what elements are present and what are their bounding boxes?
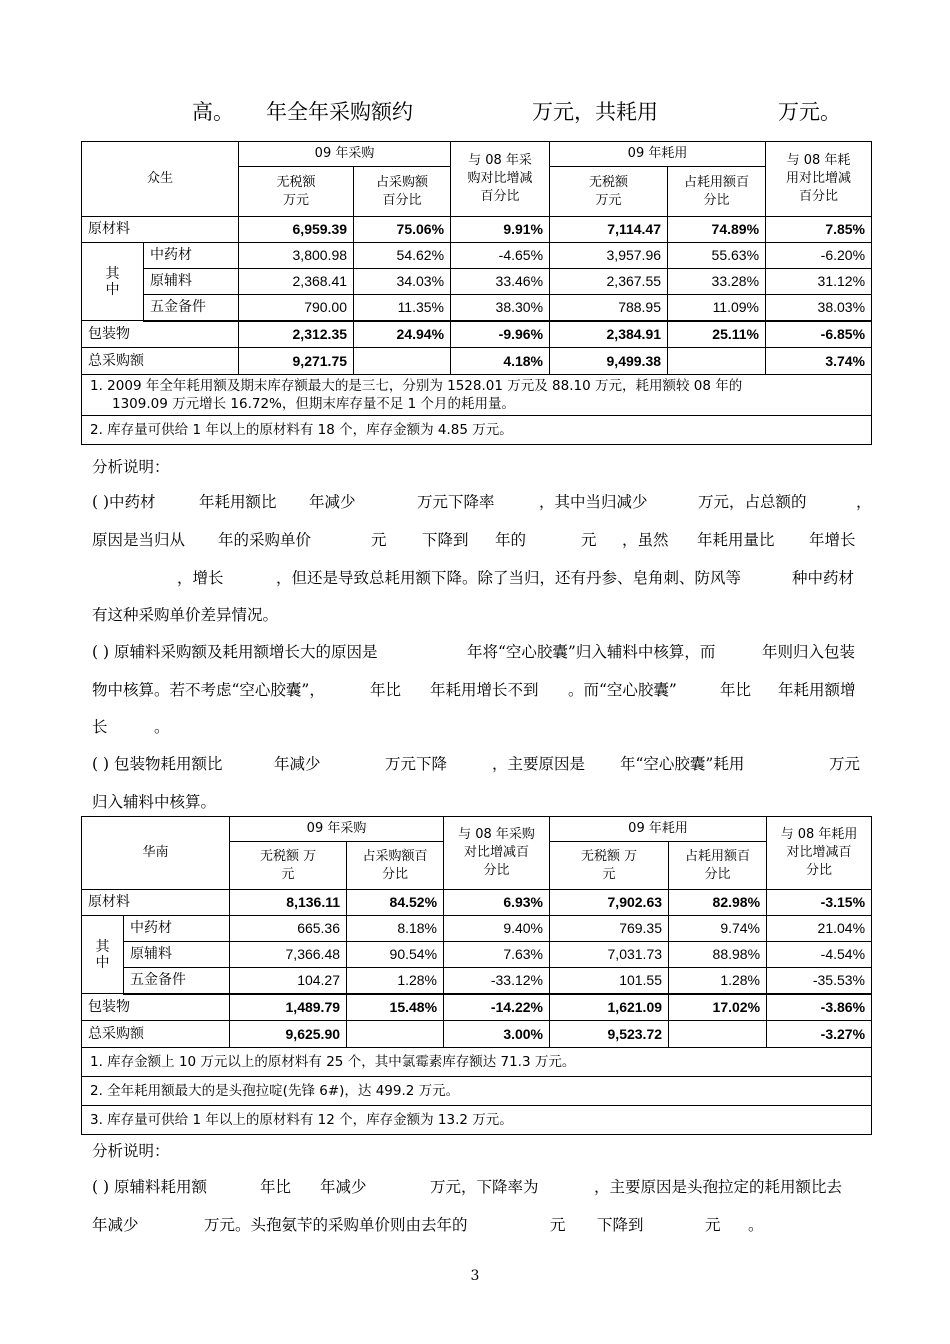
table-row: 其 中 中药材 3,800.98 54.62% -4.65% 3,957.96 55.63% -6.20% (82, 243, 872, 269)
subheader-usage-amount: 无税额 万元 (550, 167, 668, 217)
analysis-line: ( ) 原辅料耗用额 年比 年减少 万元，下降率为 ，主要原因是头孢拉定的耗用额比去 (92, 1178, 843, 1196)
headline-text: 年全年采购额约 (266, 100, 413, 124)
table-row: 包装物 2,312.35 24.94% -9.96% 2,384.91 25.11% -6.85% (82, 321, 872, 348)
analysis-line: 有这种采购单价差异情况。 (92, 606, 279, 624)
analysis-line: 长 。 (92, 718, 170, 736)
header-purchase: 09 年采购 (239, 142, 451, 167)
table-row: 总采购额 9,625.90 3.00% 9,523.72 -3.27% (82, 1021, 872, 1048)
purchase-table-zhongsheng (81, 141, 872, 445)
table-corner: 众生 (82, 142, 239, 217)
analysis-line: ，增长 ，但还是导致总耗用额下降。除了当归，还有丹参、皂角刺、防风等 种中药材 (177, 569, 855, 587)
header-usage-compare: 与 08 年耗用 对比增减百 分比 (767, 817, 872, 890)
subheader-amount: 无税额 万元 (239, 167, 354, 217)
subheader-usage-amount: 无税额 万 元 (550, 842, 669, 890)
analysis-line: ( ) 原辅料采购额及耗用额增长大的原因是 年将“空心胶囊”归入辅料中核算，而 年则归入包装 (92, 643, 856, 661)
table-row: 五金备件 104.27 1.28% -33.12% 101.55 1.28% -35.53% (82, 968, 872, 994)
headline-text: 万元。 (778, 100, 841, 124)
table-note: 3. 库存量可供给 1 年以上的原材料有 12 个，库存金额为 13.2 万元。 (82, 1106, 872, 1135)
analysis-line: ( )中药材 年耗用额比 年减少 万元下降率 ，其中当归减少 万元，占总额的 ， (92, 493, 872, 511)
purchase-table-huanan (81, 816, 872, 1135)
qizhong-label: 其 中 (82, 243, 144, 321)
analysis-line: 物中核算。若不考虑“空心胶囊”， 年比 年耗用增长不到 。而“空心胶囊” 年比 年耗用额增 (92, 681, 856, 699)
header-purchase: 09 年采购 (230, 817, 444, 842)
analysis-title: 分析说明： (92, 1142, 170, 1160)
subheader-share: 占采购额 百分比 (354, 167, 451, 217)
analysis-line: 归入辅料中核算。 (92, 793, 217, 811)
header-usage: 09 年耗用 (550, 817, 767, 842)
page-number: 3 (470, 1268, 480, 1284)
table-note: 1. 库存金额上 10 万元以上的原材料有 25 个，其中氯霉素库存额达 71.3 万元。 (82, 1048, 872, 1077)
table-row: 总采购额 9,271.75 4.18% 9,499.38 3.74% (82, 348, 872, 375)
analysis-line: 原因是当归从 年的采购单价 元 下降到 年的 元 ，虽然 年耗用量比 年增长 (92, 531, 856, 549)
header-purchase-compare: 与 08 年采购 对比增减百 分比 (444, 817, 550, 890)
table-corner: 华南 (82, 817, 230, 890)
headline (80, 96, 870, 126)
header-usage: 09 年耗用 (550, 142, 766, 167)
qizhong-label: 其 中 (82, 916, 124, 994)
subheader-share: 占采购额百 分比 (347, 842, 444, 890)
subheader-amount: 无税额 万 元 (230, 842, 347, 890)
table-note: 1. 2009 年全年耗用额及期末库存额最大的是三七，分别为 1528.01 万元及 88.10 万元，耗用额较 08 年的 1309.09 万元增长 16.72%，但期末库存量不足 1 个月的耗用量。 (82, 375, 872, 416)
table-note: 2. 库存量可供给 1 年以上的原材料有 18 个，库存金额为 4.85 万元。 (82, 416, 872, 445)
table-row: 原材料 8,136.11 84.52% 6.93% 7,902.63 82.98% -3.15% (82, 890, 872, 916)
table-row: 原材料 6,959.39 75.06% 9.91% 7,114.47 74.89% 7.85% (82, 217, 872, 243)
subheader-usage-share: 占耗用额百 分比 (669, 842, 767, 890)
analysis-title: 分析说明： (92, 458, 170, 476)
table-row: 五金备件 790.00 11.35% 38.30% 788.95 11.09% 38.03% (82, 295, 872, 321)
header-usage-compare: 与 08 年耗 用对比增减 百分比 (766, 142, 872, 217)
analysis-line: ( ) 包装物耗用额比 年减少 万元下降 ，主要原因是 年“空心胶囊”耗用 万元 (92, 755, 861, 773)
header-purchase-compare: 与 08 年采 购对比增减 百分比 (451, 142, 550, 217)
headline-text: 万元，共耗用 (532, 100, 658, 124)
table-note: 2. 全年耗用额最大的是头孢拉啶(先锋 6#)，达 499.2 万元。 (82, 1077, 872, 1106)
table-row: 原辅料 7,366.48 90.54% 7.63% 7,031.73 88.98% -4.54% (82, 942, 872, 968)
subheader-usage-share: 占耗用额百 分比 (668, 167, 766, 217)
headline-text: 高。 (192, 100, 234, 124)
table-row: 包装物 1,489.79 15.48% -14.22% 1,621.09 17.02% -3.86% (82, 994, 872, 1021)
table-row: 原辅料 2,368.41 34.03% 33.46% 2,367.55 33.28% 31.12% (82, 269, 872, 295)
analysis-line: 年减少 万元。头孢氨苄的采购单价则由去年的 元 下降到 元 。 (92, 1216, 764, 1234)
table-row: 其 中 中药材 665.36 8.18% 9.40% 769.35 9.74% 21.04% (82, 916, 872, 942)
